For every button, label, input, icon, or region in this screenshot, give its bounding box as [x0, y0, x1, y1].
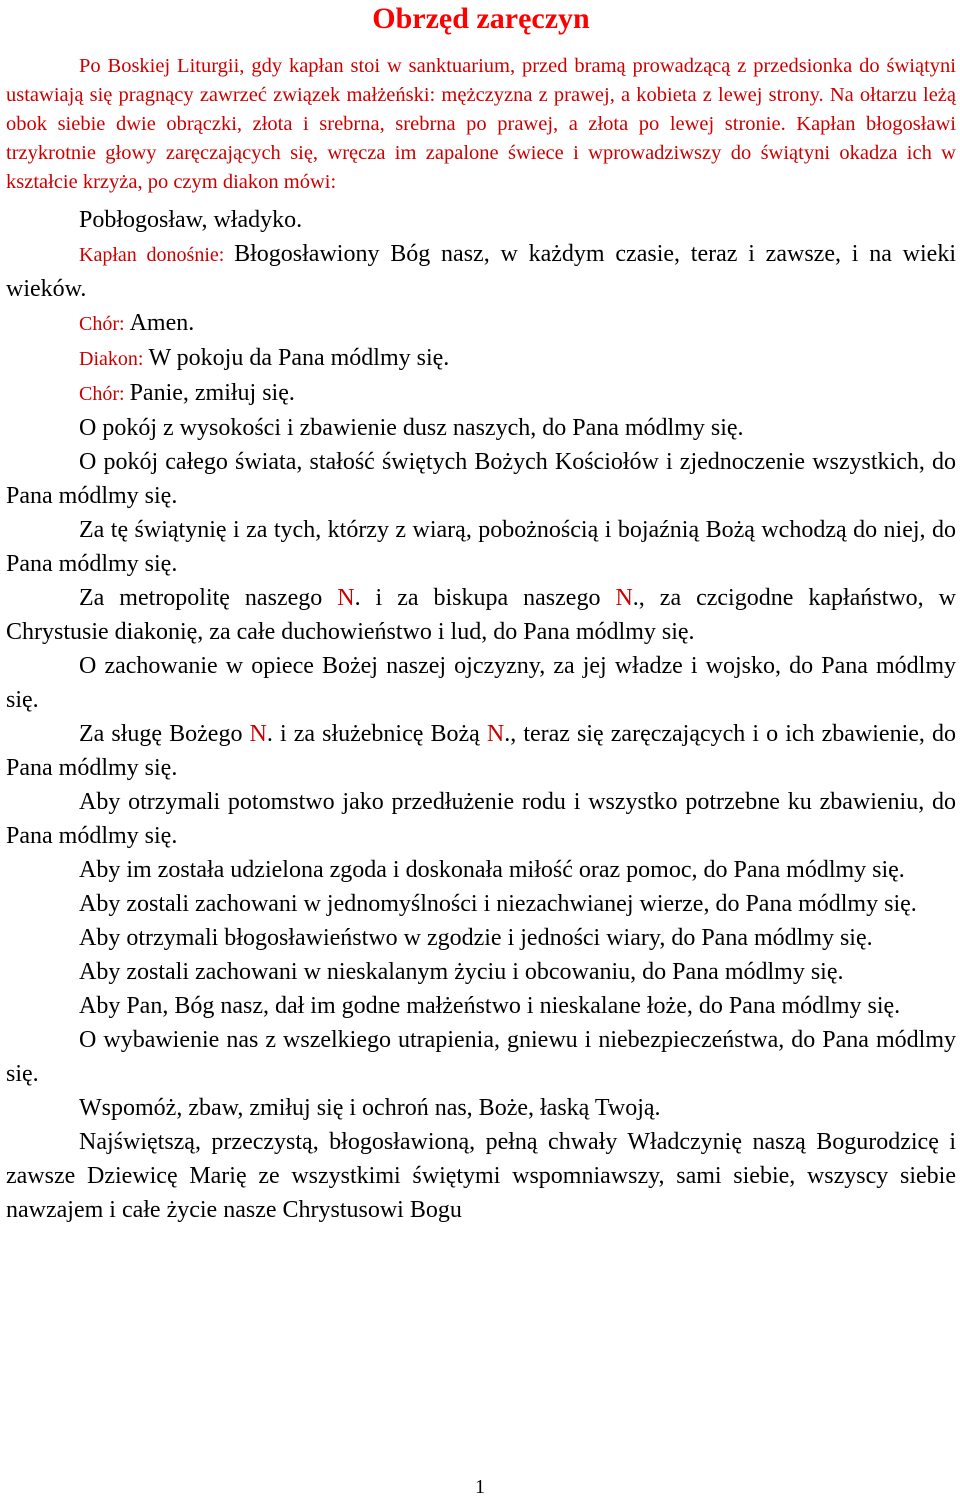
- petition-text: Za metropolitę naszego: [79, 585, 338, 611]
- petition-text: ., teraz się zaręczających i o ich zbawienie, do Pana módlmy się.: [6, 721, 956, 781]
- intro-rubric: Po Boskiej Liturgii, gdy kapłan stoi w sanktuarium, przed bramą prowadzącą z przedsionka do świątyni ustawiają się pragnący zawrzeć związek małżeński: mężczyzna z prawej, a kobieta z lewej strony. Na ołtarzu leżą obok siebie dwie obrączki, złota i srebrna, srebrna po prawej, a złota po lewej stronie. Kapłan błogosławi trzykrotnie głowy zaręczających się, wręcza im zapalone świece i wprowadziwszy do świątyni okadza ich w kształcie krzyża, po czym diakon mówi:: [6, 55, 956, 193]
- petition: O pokój z wysokości i zbawienie dusz naszych, do Pana módlmy się.: [79, 415, 744, 441]
- petition: Aby Pan, Bóg nasz, dał im godne małżeństwo i nieskalane łoże, do Pana módlmy się.: [79, 993, 901, 1019]
- petition: Aby zostali zachowani w jednomyślności i niezachwianej wierze, do Pana módlmy się.: [79, 891, 917, 917]
- petition-couple: [6, 717, 956, 785]
- deacon-rubric: Diakon:: [79, 348, 149, 370]
- petition: Aby im została udzielona zgoda i doskonała miłość oraz pomoc, do Pana módlmy się.: [79, 857, 905, 883]
- choir-amen-text: Amen.: [129, 310, 195, 336]
- choir-response-text: Panie, zmiłuj się.: [129, 380, 295, 406]
- name-placeholder: N: [615, 585, 633, 611]
- commemoration: Najświętszą, przeczystą, błogosławioną, pełną chwały Władczynię naszą Bogurodzicę i zawsze Dziewicę Marię ze wszystkimi świętymi wspomniawszy, sami siebie, wszyscy siebie nawzajem i całe życie nasze Chrystusowi Bogu: [6, 1129, 956, 1223]
- page-title: Obrzęd zaręczyn: [372, 2, 590, 35]
- petition-text: . i za biskupa naszego: [354, 585, 616, 611]
- priest-text: Błogosławiony Bóg nasz, w każdym czasie, teraz i zawsze, i na wieki wieków.: [6, 241, 956, 302]
- petition: Wspomóż, zbaw, zmiłuj się i ochroń nas, Boże, łaską Twoją.: [79, 1095, 661, 1121]
- page-number: 1: [475, 1476, 485, 1498]
- priest-line: [6, 237, 956, 306]
- name-placeholder: N: [249, 721, 267, 747]
- petition-text: Za sługę Bożego: [79, 721, 250, 747]
- deacon-text: Pobłogosław, władyko.: [79, 207, 303, 233]
- petition: O zachowanie w opiece Bożej naszej ojczyzny, za jej władze i wojsko, do Pana módlmy się.: [6, 653, 956, 713]
- choir-amen-line: [6, 306, 956, 341]
- petition-text: ., za czcigodne kapłaństwo, w Chrystusie diakonię, za całe duchowieństwo i lud, do Pana módlmy się.: [6, 585, 956, 645]
- petition-hierarchy: [6, 581, 956, 649]
- priest-rubric: Kapłan donośnie:: [79, 244, 235, 266]
- deacon-litany-line: [6, 341, 956, 376]
- name-placeholder: N: [486, 721, 505, 747]
- petition: Aby otrzymali potomstwo jako przedłużenie rodu i wszystko potrzebne ku zbawieniu, do Pana módlmy się.: [6, 789, 956, 849]
- petition-text: . i za służebnicę Bożą: [266, 721, 487, 747]
- petition: O wybawienie nas z wszelkiego utrapienia, gniewu i niebezpieczeństwa, do Pana módlmy się.: [6, 1027, 956, 1087]
- deacon-line: [6, 203, 956, 237]
- petition: Aby otrzymali błogosławieństwo w zgodzie i jedności wiary, do Pana módlmy się.: [79, 925, 873, 951]
- choir-rubric-2: Chór:: [79, 383, 130, 405]
- name-placeholder: N: [337, 585, 355, 611]
- choir-response-line: [6, 376, 956, 411]
- petition: O pokój całego świata, stałość świętych Bożych Kościołów i zjednoczenie wszystkich, do Pana módlmy się.: [6, 449, 956, 509]
- deacon-litany-text: W pokoju da Pana módlmy się.: [148, 345, 450, 371]
- choir-rubric: Chór:: [79, 313, 130, 335]
- petition: Za tę świątynię i za tych, którzy z wiarą, pobożnością i bojaźnią Bożą wchodzą do niej, do Pana módlmy się.: [6, 517, 956, 577]
- petition: Aby zostali zachowani w nieskalanym życiu i obcowaniu, do Pana módlmy się.: [79, 959, 844, 985]
